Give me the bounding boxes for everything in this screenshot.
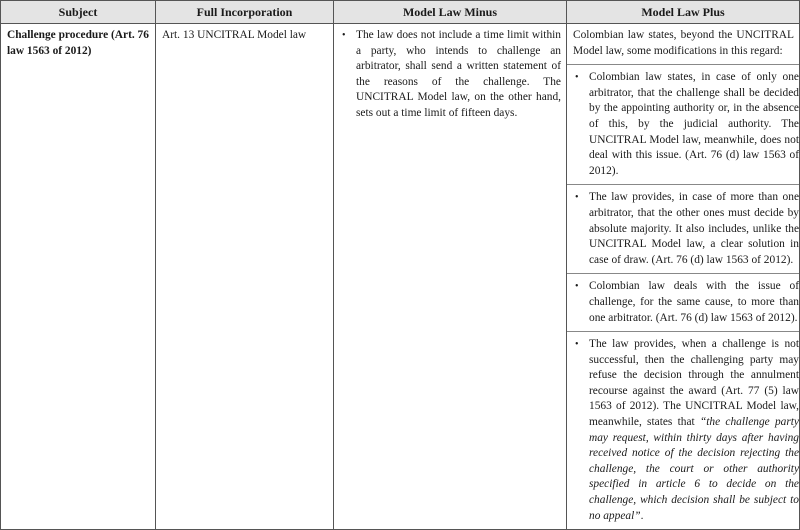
list-item: • The law does not include a time limit within a party, who intends to challenge an arbitrator, shall send a written statement of the reasons of the challenge. The UNCITRAL Model law, on the other hand, sets out a time limit of fifteen days. (340, 28, 561, 122)
list-item: • Colombian law deals with the issue of challenge, for the same cause, to more than one arbitrator. (Art. 76 (d) law 1563 of 2012). (567, 273, 799, 326)
table-row (1, 24, 800, 530)
plus-last-text: The law provides, when a challenge is not successful, then the challenging party may refuse the decision through the annulment recourse against the award (Art. 77 (5) law 1563 of 2012). The UNCITRAL Model law, meanwhile, states that (589, 338, 799, 429)
list-item: • The law provides, in case of more than one arbitrator, that the other ones must decide by absolute majority. It also includes, unlike the UNCITRAL Model law, a clear solution in case of draw. (Art. 76 (d) law 1563 of 2012). (567, 184, 799, 268)
uncitral-quote: “the challenge party may request, within thirty days after having received notice of the decision rejecting the challenge, the court or other authority specified in article 6 to decide on the challenge, which decision shall be subject to no appeal” (589, 416, 799, 522)
cell-model-law-plus (567, 24, 800, 530)
cell-subject: Challenge procedure (Art. 76 law 1563 of 2012) (1, 24, 156, 530)
list-item: • Colombian law states, in case of only one arbitrator, that the challenge shall be decided by the appointing authority or, in the absence of this, by the judicial authority. The UNCITRAL Model law, meanwhile, does not deal with this issue. (Art. 76 (d) law 1563 of 2012). (567, 64, 799, 179)
header-model-law-plus: Model Law Plus (567, 1, 800, 24)
header-model-law-minus: Model Law Minus (334, 1, 567, 24)
plus-intro: Colombian law states, beyond the UNCITRAL Model law, some modifications in this regard: (573, 29, 794, 57)
plus-last-end: . (640, 509, 644, 522)
header-row (1, 1, 800, 24)
header-subject: Subject (1, 1, 156, 24)
list-item (567, 331, 799, 524)
cell-full-incorporation: Art. 13 UNCITRAL Model law (156, 24, 334, 530)
header-full-incorporation: Full Incorporation (156, 1, 334, 24)
cell-model-law-minus (334, 24, 567, 530)
